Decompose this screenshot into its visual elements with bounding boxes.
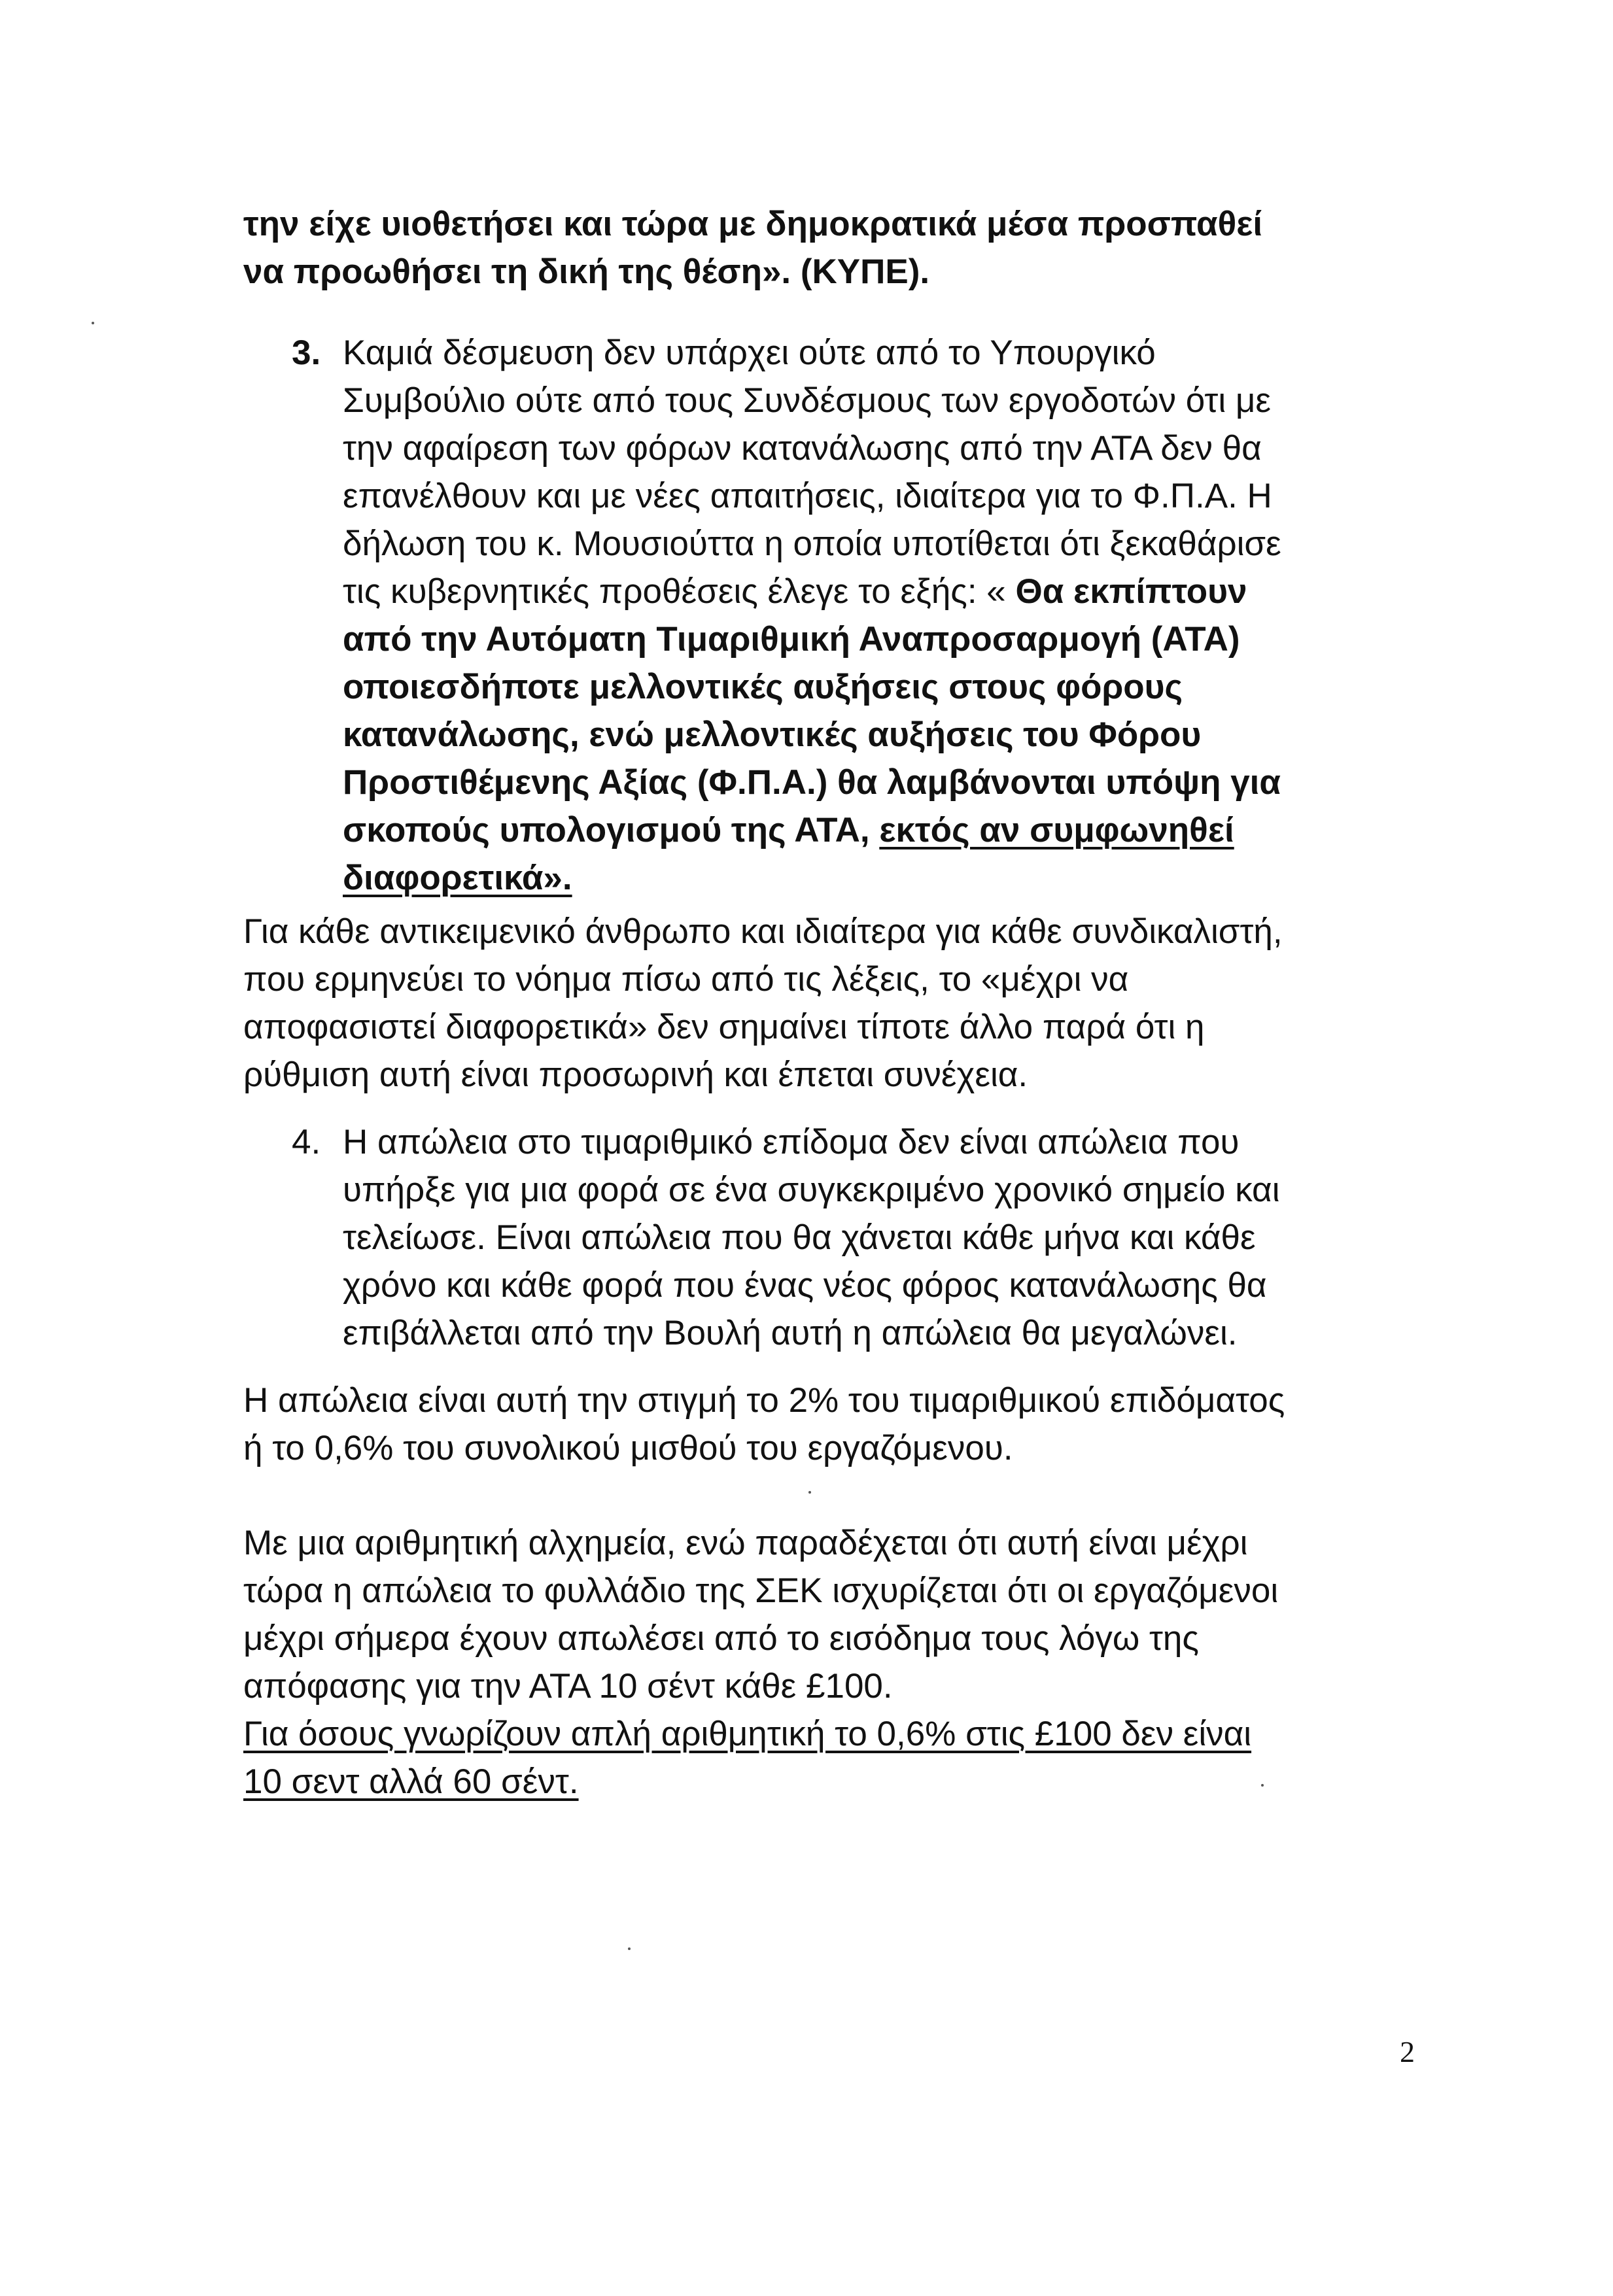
paragraph-c-line-2: τώρα η απώλεια το φυλλάδιο της ΣΕΚ ισχυρίζεται ότι οι εργαζόμενοι: [243, 1571, 1279, 1610]
item-3-line-12-underlined: διαφορετικά».: [343, 859, 572, 897]
item-3-line-10: Προστιθέμενης Αξίας (Φ.Π.Α.) θα λαμβάνονται υπόψη για: [343, 763, 1281, 802]
item-3-line-3: την αφαίρεση των φόρων κατανάλωσης από την ΑΤΑ δεν θα: [343, 429, 1262, 468]
intro-paragraph: [243, 200, 1262, 296]
item-4-number: 4.: [292, 1123, 321, 1161]
paragraph-a: [243, 908, 1283, 1099]
paragraph-a-line-1: Για κάθε αντικειμενικό άνθρωπο και ιδιαίτερα για κάθε συνδικαλιστή,: [243, 912, 1283, 951]
item-3-line-5: δήλωση του κ. Μουσιούττα η οποία υποτίθεται ότι ξεκαθάρισε: [343, 524, 1281, 563]
paragraph-a-line-4: ρύθμιση αυτή είναι προσωρινή και έπεται συνέχεια.: [243, 1055, 1028, 1094]
item-3-line-6-normal: τις κυβερνητικές προθέσεις έλεγε το εξής: «: [343, 572, 1006, 611]
item-3-line-9: κατανάλωσης, ενώ μελλοντικές αυξήσεις του Φόρου: [343, 715, 1202, 754]
scan-speck: [808, 1491, 811, 1494]
item-3-line-2: Συμβούλιο ούτε από τους Συνδέσμους των εργοδοτών ότι με: [343, 381, 1272, 420]
paragraph-b-line-1: Η απώλεια είναι αυτή την στιγμή το 2% του τιμαριθμικού επιδόματος: [243, 1381, 1285, 1420]
paragraph-b: [243, 1377, 1285, 1472]
item-3-line-1: Καμιά δέσμευση δεν υπάρχει ούτε από το Υπουργικό: [343, 334, 1156, 372]
paragraph-c-line-4: απόφασης για την ΑΤΑ 10 σέντ κάθε £100.: [243, 1667, 893, 1705]
item-4-line-5: επιβάλλεται από την Βουλή αυτή η απώλεια θα μεγαλώνει.: [343, 1314, 1238, 1352]
item-3-line-11: [343, 806, 1281, 854]
intro-line-2: να προωθήσει τη δική της θέση». (ΚΥΠΕ).: [243, 252, 930, 291]
scan-speck: [628, 1947, 631, 1950]
item-4-line-4: χρόνο και κάθε φορά που ένας νέος φόρος κατανάλωσης θα: [343, 1266, 1267, 1305]
paragraph-c-line-5: Για όσους γνωρίζουν απλή αριθμητική το 0,6% στις £100 δεν είναι: [243, 1715, 1252, 1753]
item-3-paragraph: [343, 329, 1281, 902]
item-3-line-8: οποιεσδήποτε μελλοντικές αυξήσεις στους φόρους: [343, 668, 1183, 706]
item-3-line-6-bold: Θα εκπίπτουν: [1005, 572, 1247, 611]
item-3-line-6: [343, 568, 1281, 615]
paragraph-a-line-2: που ερμηνεύει το νόημα πίσω από τις λέξεις, το «μέχρι να: [243, 960, 1129, 999]
item-3-line-4: επανέλθουν και με νέες απαιτήσεις, ιδιαίτερα για το Φ.Π.Α. Η: [343, 477, 1272, 515]
paragraph-a-line-3: αποφασιστεί διαφορετικά» δεν σημαίνει τίποτε άλλο παρά ότι η: [243, 1008, 1205, 1046]
page-number: 2: [1400, 2035, 1415, 2068]
item-3-line-11-underlined: εκτός αν συμφωνηθεί: [879, 811, 1234, 849]
paragraph-c-line-3: μέχρι σήμερα έχουν απωλέσει από το εισόδημα τους λόγω της: [243, 1619, 1199, 1658]
intro-line-1: την είχε υιοθετήσει και τώρα με δημοκρατικά μέσα προσπαθεί: [243, 205, 1263, 243]
item-3-number: 3.: [292, 334, 321, 372]
item-4-line-3: τελείωσε. Είναι απώλεια που θα χάνεται κάθε μήνα και κάθε: [343, 1218, 1256, 1257]
item-4-line-2: υπήρξε για μια φορά σε ένα συγκεκριμένο χρονικό σημείο και: [343, 1171, 1280, 1209]
paragraph-c: [243, 1519, 1278, 1806]
item-3-line-7: από την Αυτόματη Τιμαριθμική Αναπροσαρμογή (ΑΤΑ): [343, 620, 1240, 659]
scan-speck: [1261, 1784, 1264, 1787]
paragraph-c-line-1: Με μια αριθμητική αλχημεία, ενώ παραδέχεται ότι αυτή είναι μέχρι: [243, 1524, 1248, 1562]
paragraph-b-line-2: ή το 0,6% του συνολικού μισθού του εργαζόμενου.: [243, 1429, 1013, 1467]
item-4-line-1: Η απώλεια στο τιμαριθμικό επίδομα δεν είναι απώλεια που: [343, 1123, 1240, 1161]
item-3-line-12: [343, 854, 1281, 902]
item-4-paragraph: [343, 1118, 1279, 1357]
item-3-line-11-bold: σκοπούς υπολογισμού της ΑΤΑ,: [343, 811, 880, 849]
scan-speck: [92, 322, 94, 324]
paragraph-c-line-6: 10 σεντ αλλά 60 σέντ.: [243, 1762, 579, 1801]
